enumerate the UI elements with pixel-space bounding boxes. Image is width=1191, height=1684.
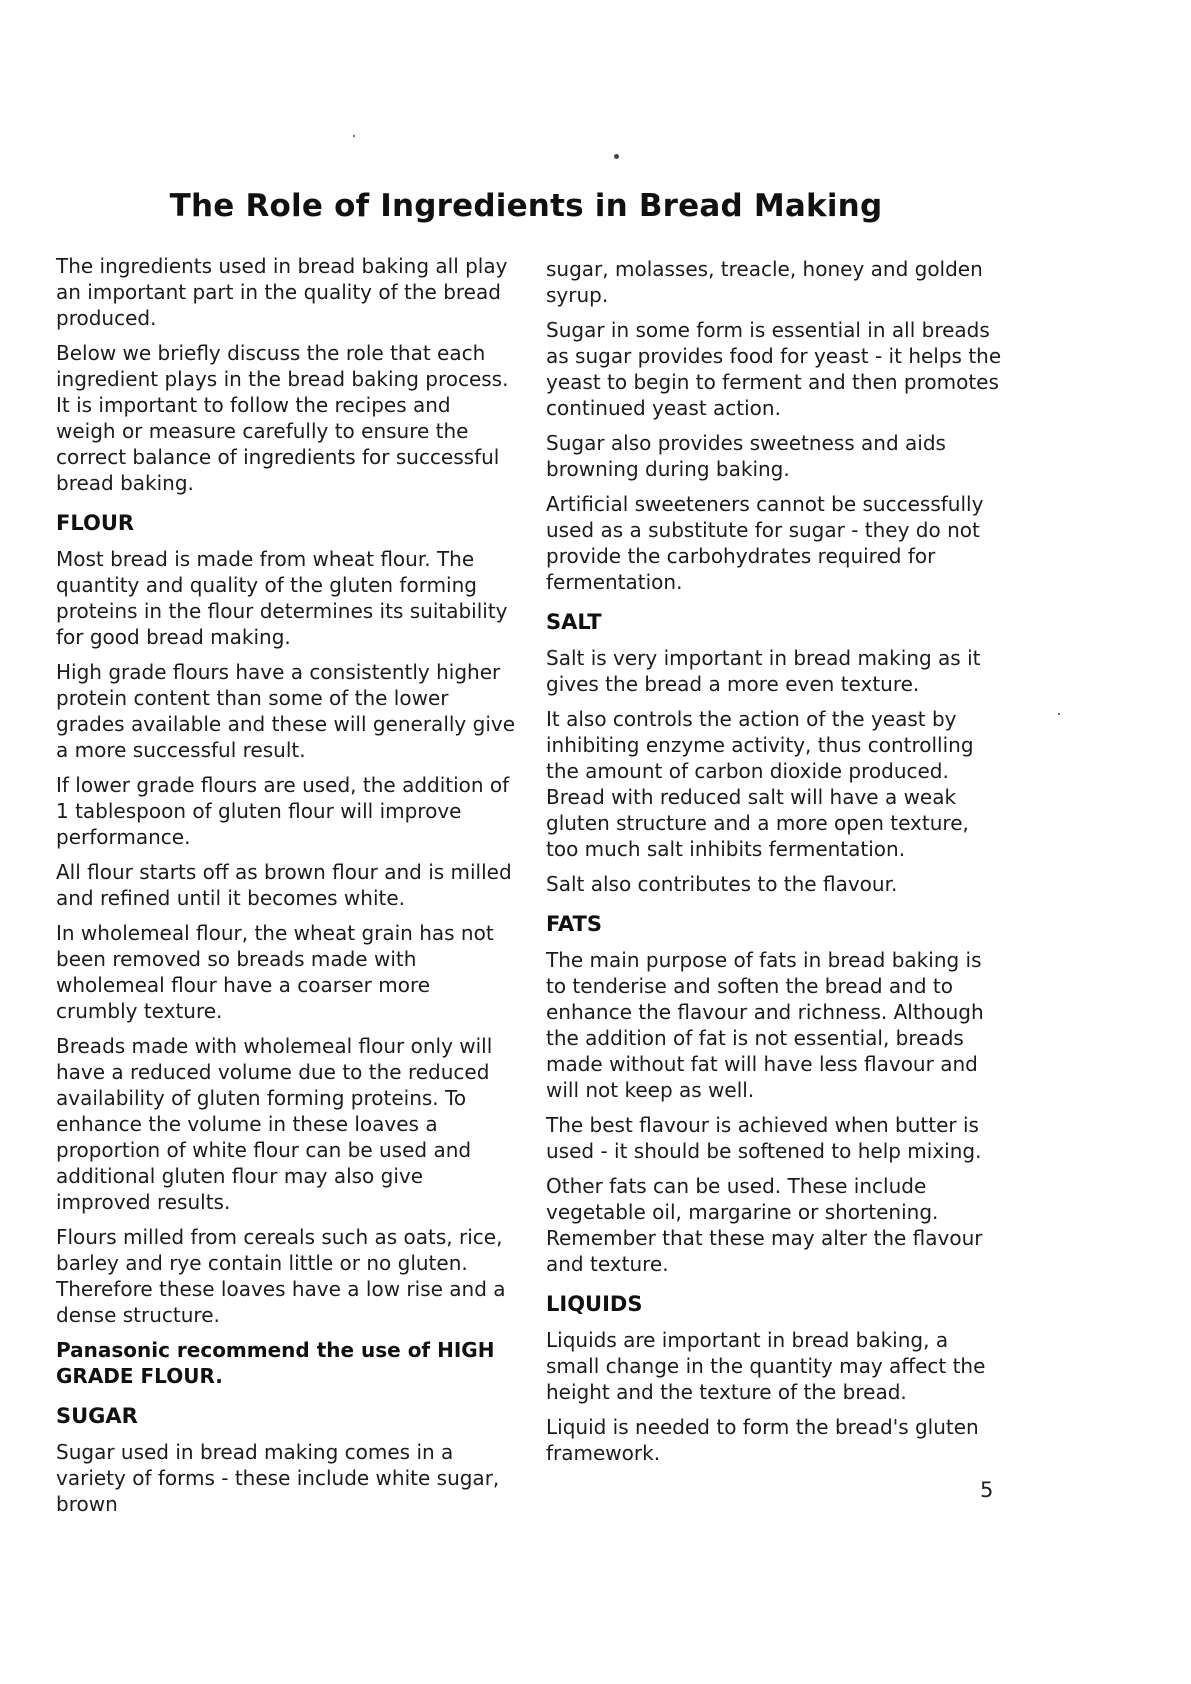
flour-paragraph-6: Breads made with wholemeal flour only will have a reduced volume due to the reduced availability of gluten forming proteins. To enhance the volume in these loaves a proportion of white flour can be used and additional gluten flour may also give improved results. (56, 1034, 493, 1214)
flour-paragraph-7: Flours milled from cereals such as oats, rice, barley and rye contain little or no gluten. Therefore these loaves have a low rise and a dense structure. (56, 1225, 506, 1327)
scan-speck (1058, 713, 1060, 715)
left-column (56, 253, 516, 1526)
flour-paragraph-4: All flour starts off as brown flour and is milled and refined until it becomes white. (56, 860, 512, 910)
sugar-paragraph-4: Artificial sweeteners cannot be successfully used as a substitute for sugar - they do not provide the carbohydrates required for fermentation. (546, 492, 984, 594)
sugar-paragraph-2: Sugar in some form is essential in all breads as sugar provides food for yeast - it helps the yeast to begin to ferment and then promotes continued yeast action. (546, 318, 1002, 420)
scan-speck (614, 154, 619, 159)
page-number: 5 (980, 1478, 994, 1502)
flour-paragraph-2: High grade flours have a consistently higher protein content than some of the lower grades available and these will generally give a more successful result. (56, 660, 516, 762)
salt-paragraph-1: Salt is very important in bread making as it gives the bread a more even texture. (546, 646, 981, 696)
liquids-heading: LIQUIDS (546, 1292, 643, 1316)
flour-paragraph-3: If lower grade flours are used, the addition of 1 tablespoon of gluten flour will improve performance. (56, 773, 510, 849)
fats-paragraph-1: The main purpose of fats in bread baking is to tenderise and soften the bread and to enhance the flavour and richness. Although the addition of fat is not essential, breads made without fat will have less flavour and will not keep as well. (546, 948, 984, 1102)
salt-heading: SALT (546, 610, 602, 634)
intro-paragraph-2: Below we briefly discuss the role that each ingredient plays in the bread baking process. It is important to follow the recipes and weigh or measure carefully to ensure the correct balance of ingredients for successful bread baking. (56, 341, 509, 495)
intro-paragraph-1: The ingredients used in bread baking all play an important part in the quality of the bread produced. (56, 254, 508, 330)
fats-paragraph-3: Other fats can be used. These include vegetable oil, margarine or shortening. Remember that these may alter the flavour and texture. (546, 1174, 983, 1276)
liquids-paragraph-2: Liquid is needed to form the bread's gluten framework. (546, 1415, 979, 1465)
scan-speck (353, 135, 355, 137)
sugar-paragraph-1-continued: sugar, molasses, treacle, honey and golden syrup. (546, 257, 983, 307)
sugar-paragraph-3: Sugar also provides sweetness and aids browning during baking. (546, 431, 946, 481)
fats-paragraph-2: The best flavour is achieved when butter is used - it should be softened to help mixing. (546, 1113, 982, 1163)
right-column (546, 256, 1006, 1475)
page-title: The Role of Ingredients in Bread Making (169, 188, 883, 224)
salt-paragraph-2: It also controls the action of the yeast by inhibiting enzyme activity, thus controlling the amount of carbon dioxide produced. Bread with reduced salt will have a weak gluten structure and a more open texture, too much salt inhibits fermentation. (546, 707, 974, 861)
flour-recommendation-note: Panasonic recommend the use of HIGH GRADE FLOUR. (56, 1338, 495, 1388)
flour-heading: FLOUR (56, 511, 135, 535)
sugar-paragraph-1: Sugar used in bread making comes in a variety of forms - these include white sugar, brown (56, 1440, 500, 1516)
sugar-heading: SUGAR (56, 1404, 138, 1428)
salt-paragraph-3: Salt also contributes to the flavour. (546, 872, 898, 896)
flour-paragraph-5: In wholemeal flour, the wheat grain has not been removed so breads made with wholemeal flour have a coarser more crumbly texture. (56, 921, 494, 1023)
fats-heading: FATS (546, 912, 603, 936)
flour-paragraph-1: Most bread is made from wheat flour. The quantity and quality of the gluten forming proteins in the flour determines its suitability for good bread making. (56, 547, 508, 649)
liquids-paragraph-1: Liquids are important in bread baking, a small change in the quantity may affect the height and the texture of the bread. (546, 1328, 986, 1404)
